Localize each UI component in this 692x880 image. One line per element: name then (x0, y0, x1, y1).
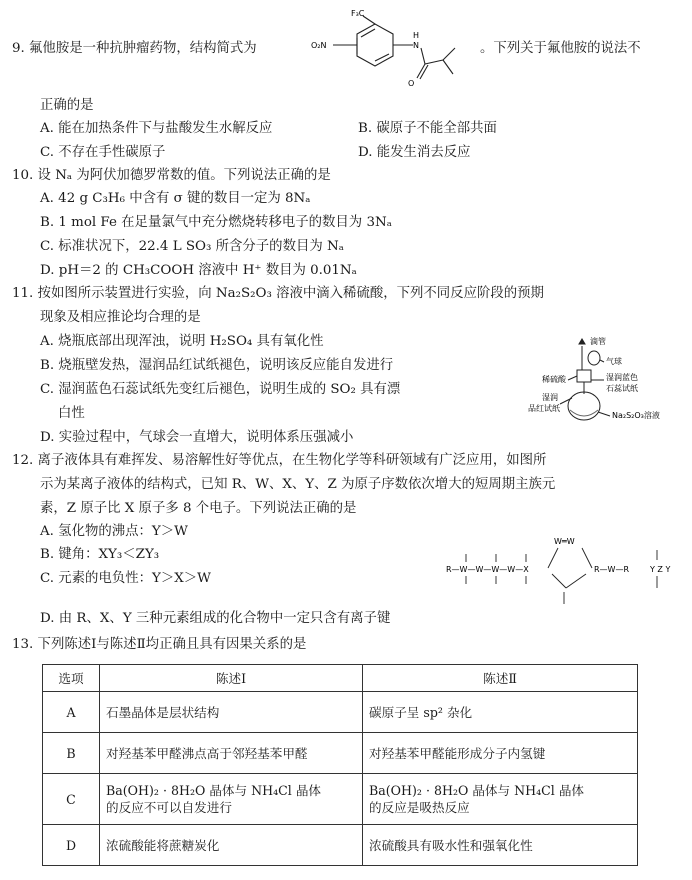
row-option: D (43, 825, 100, 866)
header-option: 选项 (43, 665, 100, 692)
q10-stem: 10. 设 Nₐ 为阿伏加德罗常数的值。下列说法正确的是 (12, 168, 331, 183)
q9-stem-b: 。下列关于氟他胺的说法不 (480, 41, 641, 56)
table-row (43, 733, 638, 774)
row-statement-2: 浓硫酸具有吸水性和强氧化性 (363, 825, 638, 866)
wet-blue-label-2: 石蕊试纸 (606, 384, 638, 393)
header-statement-1: 陈述Ⅰ (100, 665, 363, 692)
balloon-label: 气球 (606, 357, 622, 366)
q12-option-a: A. 氢化物的沸点：Y＞W (40, 524, 188, 539)
q11-stem-line1: 11. 按如图所示装置进行实验，向 Na₂S₂O₃ 溶液中滴入稀硫酸，下列不同反应阶段的预期 (12, 286, 544, 301)
row-option: A (43, 692, 100, 733)
row-statement-1 (100, 774, 363, 825)
ionic-liquid-structure (442, 530, 684, 610)
q10-option-b: B. 1 mol Fe 在足量氯气中充分燃烧转移电子的数目为 3Nₐ (40, 215, 392, 230)
table-row (43, 692, 638, 733)
q9-option-c: C. 不存在手性碳原子 (40, 145, 166, 160)
ring-substituent-label: R—W—R (594, 565, 630, 574)
q9-option-d: D. 能发生消去反应 (358, 145, 471, 160)
chain-label: R—W—W—W—W—X (446, 565, 529, 574)
q11-option-c-line2: 白性 (58, 406, 85, 421)
q11-option-c-line1: C. 湿润蓝色石蕊试纸先变红后褪色，说明生成的 SO₂ 具有漂 (40, 382, 401, 397)
row-statement-1-line2: 的反应不可以自发进行 (106, 800, 232, 815)
q10-option-a: A. 42 g C₃H₆ 中含有 σ 键的数目一定为 8Nₐ (40, 191, 311, 206)
cf3-label: F₃C (351, 9, 365, 18)
apparatus-diagram (520, 336, 682, 428)
q12-stem-line3: 素，Z 原子比 X 原子多 8 个电子。下列说法正确的是 (40, 501, 357, 516)
wet-red-label-1: 湿润 (542, 393, 558, 402)
table-row (43, 774, 638, 825)
wet-blue-label-1: 湿润蓝色 (606, 373, 638, 382)
q11-option-d: D. 实验过程中，气球会一直增大，说明体系压强减小 (40, 430, 354, 445)
ring-label: W═W (554, 537, 575, 546)
row-statement-2: 碳原子呈 sp² 杂化 (363, 692, 638, 733)
q9-stem-a: 9. 氟他胺是一种抗肿瘤药物，结构简式为 (12, 41, 257, 56)
no2-label: O₂N (311, 41, 327, 50)
q13-stem: 13. 下列陈述Ⅰ与陈述Ⅱ均正确且具有因果关系的是 (12, 637, 307, 652)
q10-option-c: C. 标准状况下，22.4 L SO₃ 所含分子的数目为 Nₐ (40, 239, 344, 254)
anion-label: Y Z Y (650, 565, 671, 574)
q10-option-d: D. pH＝2 的 CH₃COOH 溶液中 H⁺ 数目为 0.01Nₐ (40, 263, 357, 278)
header-statement-2: 陈述Ⅱ (363, 665, 638, 692)
row-statement-1: 石墨晶体是层状结构 (100, 692, 363, 733)
row-option: C (43, 774, 100, 825)
row-statement-1-line1: Ba(OH)₂ · 8H₂O 晶体与 NH₄Cl 晶体 (106, 783, 322, 798)
row-statement-1: 对羟基苯甲醛沸点高于邻羟基苯甲醛 (100, 733, 363, 774)
q9-stem-c: 正确的是 (40, 98, 94, 113)
nh-h-label: H (413, 31, 420, 40)
q13-table (42, 664, 638, 866)
acid-label: 稀硫酸 (542, 375, 566, 384)
row-statement-1: 浓硫酸能将蔗糖炭化 (100, 825, 363, 866)
table-header-row (43, 665, 638, 692)
row-statement-2-line1: Ba(OH)₂ · 8H₂O 晶体与 NH₄Cl 晶体 (369, 783, 585, 798)
q12-option-c: C. 元素的电负性：Y＞X＞W (40, 571, 211, 586)
q11-option-b: B. 烧瓶壁发热，湿润品红试纸褪色，说明该反应能自发进行 (40, 358, 394, 373)
nh-n-label: N (413, 41, 419, 50)
q12-option-d: D. 由 R、X、Y 三种元素组成的化合物中一定只含有离子键 (40, 611, 391, 626)
row-option: B (43, 733, 100, 774)
carbonyl-o-label: O (408, 79, 415, 88)
q12-stem-line2: 示为某离子液体的结构式，已知 R、W、X、Y、Z 为原子序数依次增大的短周期主族元 (40, 477, 556, 492)
dropper-label: 滴管 (590, 337, 606, 346)
q9-option-a: A. 能在加热条件下与盐酸发生水解反应 (40, 121, 273, 136)
row-statement-2 (363, 774, 638, 825)
wet-red-label-2: 品红试纸 (528, 404, 560, 413)
row-statement-2-line2: 的反应是吸热反应 (369, 800, 470, 815)
q11-option-a: A. 烧瓶底部出现浑浊，说明 H₂SO₄ 具有氧化性 (40, 334, 324, 349)
q9-option-b: B. 碳原子不能全部共面 (358, 121, 497, 136)
solution-label: Na₂S₂O₃溶液 (612, 411, 660, 420)
q11-stem-line2: 现象及相应推论均合理的是 (40, 310, 201, 325)
flutamide-structure (305, 6, 475, 94)
row-statement-2: 对羟基苯甲醛能形成分子内氢键 (363, 733, 638, 774)
table-row (43, 825, 638, 866)
q12-option-b: B. 键角：XY₃＜ZY₃ (40, 547, 160, 562)
q12-stem-line1: 12. 离子液体具有难挥发、易溶解性好等优点，在生物化学等科研领域有广泛应用，如图所 (12, 453, 547, 468)
